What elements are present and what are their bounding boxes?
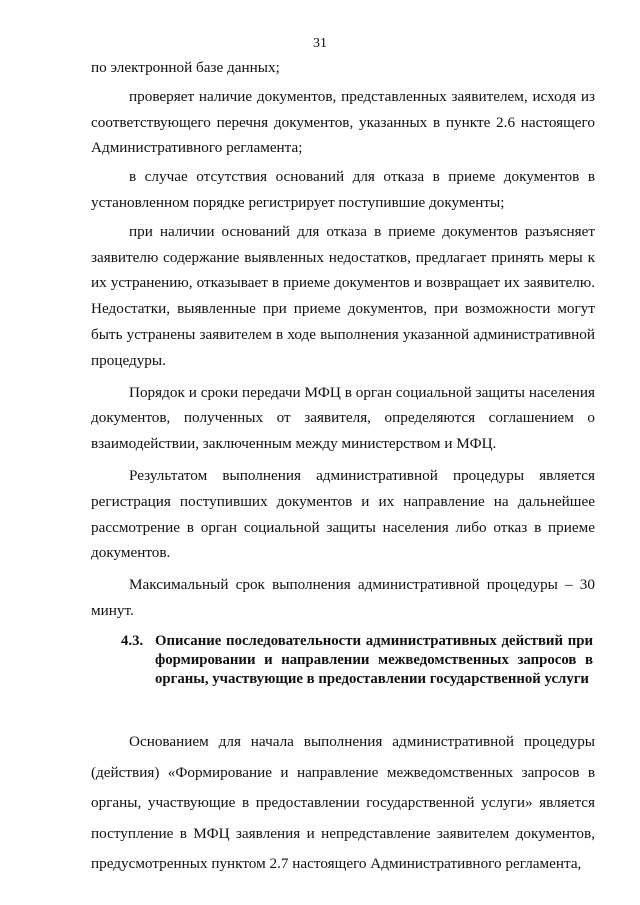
body-text xyxy=(91,55,595,624)
paragraph: Максимальный срок выполнения административной процедуры – 30 минут. xyxy=(91,576,595,619)
section-body-text xyxy=(91,727,595,880)
section-heading xyxy=(121,632,593,689)
section-title: Описание последовательности административных действий при формировании и направлении межведомственных запросов в органы, участвующие в предоставлении государственной услуги xyxy=(155,633,593,687)
paragraph: в случае отсутствия оснований для отказа в приеме документов в установленном порядке регистрирует поступившие документы; xyxy=(91,168,595,211)
section-number: 4.3. xyxy=(121,633,144,649)
page-number: 31 xyxy=(313,36,327,51)
paragraph: при наличии оснований для отказа в приеме документов разъясняет заявителю содержание выявленных недостатков, предлагает принять меры к их устранению, отказывает в приеме документов и возвращает их заявителю. Недостатки, выявленные при приеме документов, при возможности могут быть устранены заявителем в ходе выполнения указанной административной процедуры. xyxy=(91,222,595,369)
paragraph: Результатом выполнения административной процедуры является регистрация поступивших документов и их направление на дальнейшее рассмотрение в орган социальной защиты населения либо отказ в приеме документов. xyxy=(91,466,595,562)
paragraph: проверяет наличие документов, представленных заявителем, исходя из соответствующего перечня документов, указанных в пункте 2.6 настоящего Административного регламента; xyxy=(91,87,595,157)
paragraph: Порядок и сроки передачи МФЦ в орган социальной защиты населения документов, полученных от заявителя, определяются соглашением о взаимодействии, заключенным между министерством и МФЦ. xyxy=(91,383,595,453)
paragraph: Основанием для начала выполнения административной процедуры (действия) «Формирование и направление межведомственных запросов в органы, участвующие в предоставлении государственной услуги» является поступление в МФЦ заявления и непредставление заявителем документов, предусмотренных пунктом 2.7 настоящего Административного регламента, xyxy=(91,733,595,872)
paragraph: по электронной базе данных; xyxy=(91,59,280,76)
